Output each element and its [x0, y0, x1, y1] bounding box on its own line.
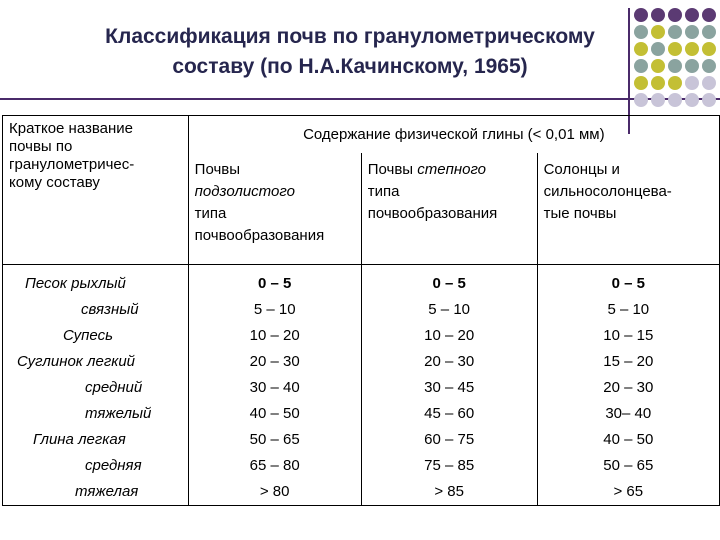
clay-value: 20 – 30: [249, 353, 300, 370]
decor-dot: [702, 59, 716, 73]
decor-dot: [685, 93, 699, 107]
decor-dot: [634, 8, 648, 22]
decor-horizontal-line: [0, 98, 720, 100]
clay-value: 30 – 40: [249, 379, 300, 396]
soil-name: Суглинок легкий: [17, 353, 136, 370]
clay-value: 10 – 20: [249, 327, 300, 344]
clay-value: 30– 40: [605, 405, 652, 422]
decor-dot: [668, 76, 682, 90]
soil-names-column: [3, 265, 189, 506]
solonets-values-column: [537, 265, 719, 506]
clay-value: 75 – 85: [424, 457, 475, 474]
decor-dot: [702, 93, 716, 107]
clay-value: 50 – 65: [249, 431, 300, 448]
clay-value: 65 – 80: [249, 457, 300, 474]
decor-dot: [651, 42, 665, 56]
decor-dot: [702, 8, 716, 22]
decor-dot: [702, 42, 716, 56]
clay-value: > 65: [613, 483, 644, 500]
decor-dot-grid: [634, 8, 720, 108]
decor-dot: [685, 42, 699, 56]
soil-name: тяжелая: [75, 483, 139, 500]
title-line-2: составу (по Н.А.Качинскому, 1965): [172, 55, 528, 78]
clay-value: > 80: [259, 483, 290, 500]
clay-value: > 85: [434, 483, 464, 500]
steppe-values-column: [361, 265, 537, 506]
decor-dot: [651, 76, 665, 90]
decor-dot: [685, 59, 699, 73]
clay-value: 10 – 20: [424, 327, 475, 344]
decor-dot: [651, 25, 665, 39]
clay-value: 60 – 75: [424, 431, 475, 448]
clay-value: 10 – 15: [603, 327, 654, 344]
header-clay-content: Содержание физической глины (< 0,01 мм): [188, 116, 719, 154]
podzolic-values-column: [188, 265, 361, 506]
decor-dot: [702, 76, 716, 90]
decor-dot: [634, 76, 648, 90]
header-soil-name: Краткое название почвы по гранулометричес- кому составу: [3, 116, 189, 265]
decor-dot: [634, 93, 648, 107]
clay-value: 0 – 5: [611, 275, 645, 292]
decor-dot: [685, 25, 699, 39]
soil-name: Глина легкая: [33, 431, 126, 448]
subheader-steppe: Почвы степного типа почвообразования: [361, 153, 537, 265]
subheader-podzolic: Почвы подзолистого типа почвообразования: [188, 153, 361, 265]
decor-dot: [668, 25, 682, 39]
clay-value: 15 – 20: [603, 353, 654, 370]
soil-name: Песок рыхлый: [25, 275, 126, 292]
soil-name: Супесь: [63, 327, 113, 344]
decor-dot: [668, 8, 682, 22]
decor-dot: [668, 59, 682, 73]
decor-dot: [651, 8, 665, 22]
clay-value: 40 – 50: [603, 431, 654, 448]
subheader-solonets: Солонцы и сильносолонцева- тые почвы: [537, 153, 719, 265]
clay-value: 30 – 45: [424, 379, 475, 396]
classification-table: [2, 115, 720, 506]
clay-value: 5 – 10: [607, 301, 650, 318]
clay-value: 50 – 65: [603, 457, 654, 474]
decor-dot: [651, 93, 665, 107]
clay-value: 5 – 10: [253, 301, 296, 318]
decor-dot: [634, 42, 648, 56]
clay-value: 0 – 5: [432, 275, 466, 292]
clay-value: 20 – 30: [603, 379, 654, 396]
decor-dot: [702, 25, 716, 39]
decor-dot: [685, 8, 699, 22]
decor-dot: [634, 59, 648, 73]
clay-value: 40 – 50: [249, 405, 300, 422]
decor-dot: [634, 25, 648, 39]
clay-value: 5 – 10: [428, 301, 471, 318]
soil-name: тяжелый: [85, 405, 152, 422]
soil-name: средний: [85, 379, 143, 396]
decor-dot: [651, 59, 665, 73]
title-line-1: Классификация почв по гранулометрическому: [105, 25, 595, 48]
slide-title: [40, 22, 660, 82]
clay-value: 20 – 30: [424, 353, 475, 370]
decor-dot: [668, 42, 682, 56]
decor-dot: [668, 93, 682, 107]
soil-name: средняя: [85, 457, 142, 474]
clay-value: 0 – 5: [258, 275, 292, 292]
clay-value: 45 – 60: [424, 405, 475, 422]
decor-dot: [685, 76, 699, 90]
soil-name: связный: [81, 301, 139, 318]
